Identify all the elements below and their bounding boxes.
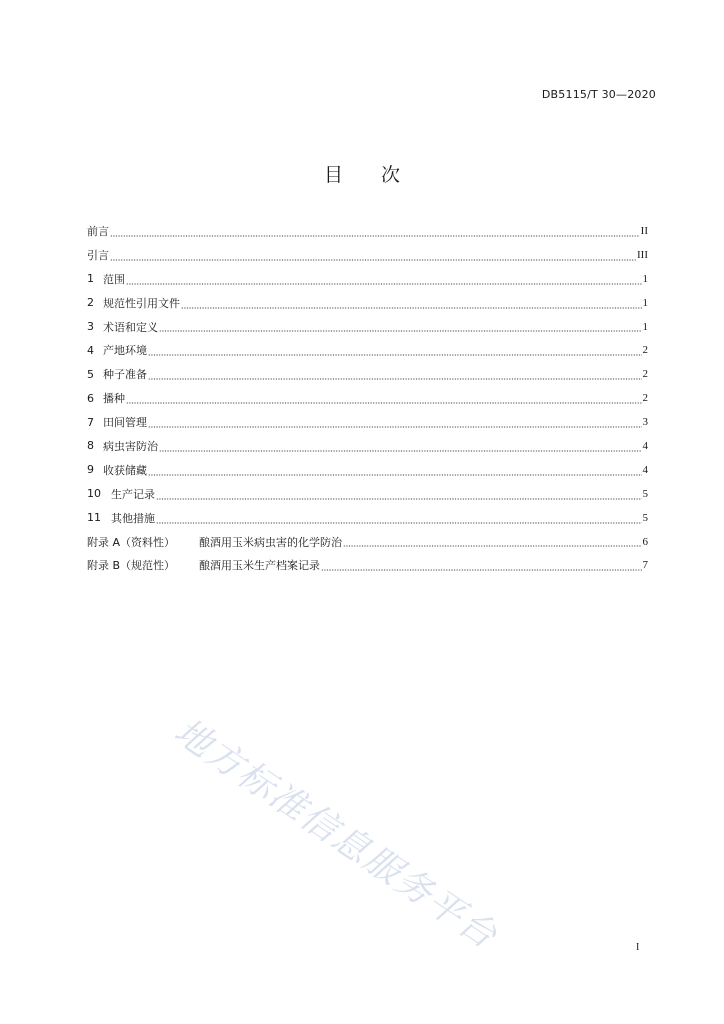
footer-page-number: I	[636, 942, 640, 953]
toc-entry-label: 前言	[87, 224, 109, 238]
toc-section-number: 3	[87, 320, 94, 333]
toc-entry-label: 引言	[87, 248, 109, 262]
toc-entry-label: 酿酒用玉米病虫害的化学防治	[199, 535, 342, 549]
toc-section-number: 1	[87, 272, 94, 286]
toc-section-number: 5	[87, 367, 94, 381]
toc-annex-label: 附录 A（资料性）	[87, 535, 176, 549]
dot-leader	[126, 396, 642, 404]
toc-entry-label: 种子准备	[103, 368, 147, 382]
toc-entry-label: 播种	[103, 392, 125, 406]
toc-entry-introduction[interactable]	[87, 243, 648, 267]
toc-entry-section-7[interactable]	[87, 410, 648, 434]
toc-page-number: II	[640, 224, 648, 237]
toc-page-number: 3	[642, 416, 648, 429]
toc-entry-label: 生产记录	[111, 487, 155, 501]
dot-leader	[159, 444, 642, 452]
toc-page-number: 5	[642, 511, 648, 524]
toc-entry-section-9[interactable]	[87, 458, 648, 482]
toc-entry-label: 田间管理	[103, 416, 147, 430]
toc-page-number: 4	[642, 439, 648, 452]
toc-entry-section-1[interactable]	[87, 267, 648, 291]
toc-entry-section-4[interactable]	[87, 338, 648, 362]
page-title: 目次	[323, 164, 438, 186]
toc-page-number: 5	[642, 487, 648, 500]
toc-page-number: 4	[642, 463, 648, 476]
toc-page-number: III	[637, 248, 648, 261]
toc-entry-foreword[interactable]	[87, 219, 648, 243]
toc-entry-label: 产地环境	[103, 344, 147, 358]
dot-leader	[159, 324, 642, 332]
watermark: 地方标准信息服务平台	[166, 710, 505, 958]
toc-section-number: 11	[87, 511, 101, 525]
toc-section-number: 10	[87, 487, 101, 501]
table-of-contents	[87, 219, 648, 577]
toc-entry-label: 术语和定义	[103, 320, 158, 334]
toc-entry-label: 规范性引用文件	[103, 296, 180, 310]
dot-leader	[156, 516, 642, 524]
toc-entry-label: 范围	[103, 272, 125, 286]
toc-entry-section-2[interactable]	[87, 291, 648, 315]
toc-entry-section-6[interactable]	[87, 386, 648, 410]
toc-section-number: 2	[87, 296, 94, 310]
toc-page-number: 2	[642, 392, 648, 405]
toc-section-number: 6	[87, 391, 94, 405]
toc-page-number: 2	[642, 344, 648, 357]
toc-entry-section-3[interactable]	[87, 315, 648, 339]
dot-leader	[110, 253, 636, 261]
toc-entry-section-10[interactable]	[87, 482, 648, 506]
toc-page-number: 1	[642, 320, 648, 333]
toc-entry-section-8[interactable]	[87, 434, 648, 458]
toc-page-number: 2	[642, 368, 648, 381]
dot-leader	[148, 348, 642, 356]
dot-leader	[126, 277, 642, 285]
dot-leader	[321, 563, 642, 571]
toc-page-number: 6	[642, 535, 648, 548]
toc-entry-section-5[interactable]	[87, 362, 648, 386]
toc-section-number: 9	[87, 463, 94, 477]
toc-page-number: 1	[642, 272, 648, 285]
dot-leader	[148, 372, 642, 380]
toc-entry-section-11[interactable]	[87, 506, 648, 530]
toc-entry-label: 收获储藏	[103, 463, 147, 477]
toc-entry-label: 酿酒用玉米生产档案记录	[199, 559, 320, 573]
toc-entry-annex-b[interactable]	[87, 553, 648, 577]
dot-leader	[156, 492, 642, 500]
toc-page-number: 7	[642, 559, 648, 572]
toc-page-number: 1	[642, 296, 648, 309]
toc-entry-annex-a[interactable]	[87, 530, 648, 554]
dot-leader	[343, 539, 642, 547]
dot-leader	[148, 420, 642, 428]
toc-annex-label: 附录 B（规范性）	[87, 559, 176, 573]
toc-entry-label: 其他措施	[111, 511, 155, 525]
dot-leader	[110, 229, 640, 237]
toc-section-number: 7	[87, 415, 94, 429]
dot-leader	[148, 468, 642, 476]
dot-leader	[181, 301, 642, 309]
toc-entry-label: 病虫害防治	[103, 439, 158, 453]
toc-section-number: 4	[87, 343, 94, 357]
toc-section-number: 8	[87, 439, 94, 453]
document-code: DB5115/T 30—2020	[541, 88, 656, 101]
